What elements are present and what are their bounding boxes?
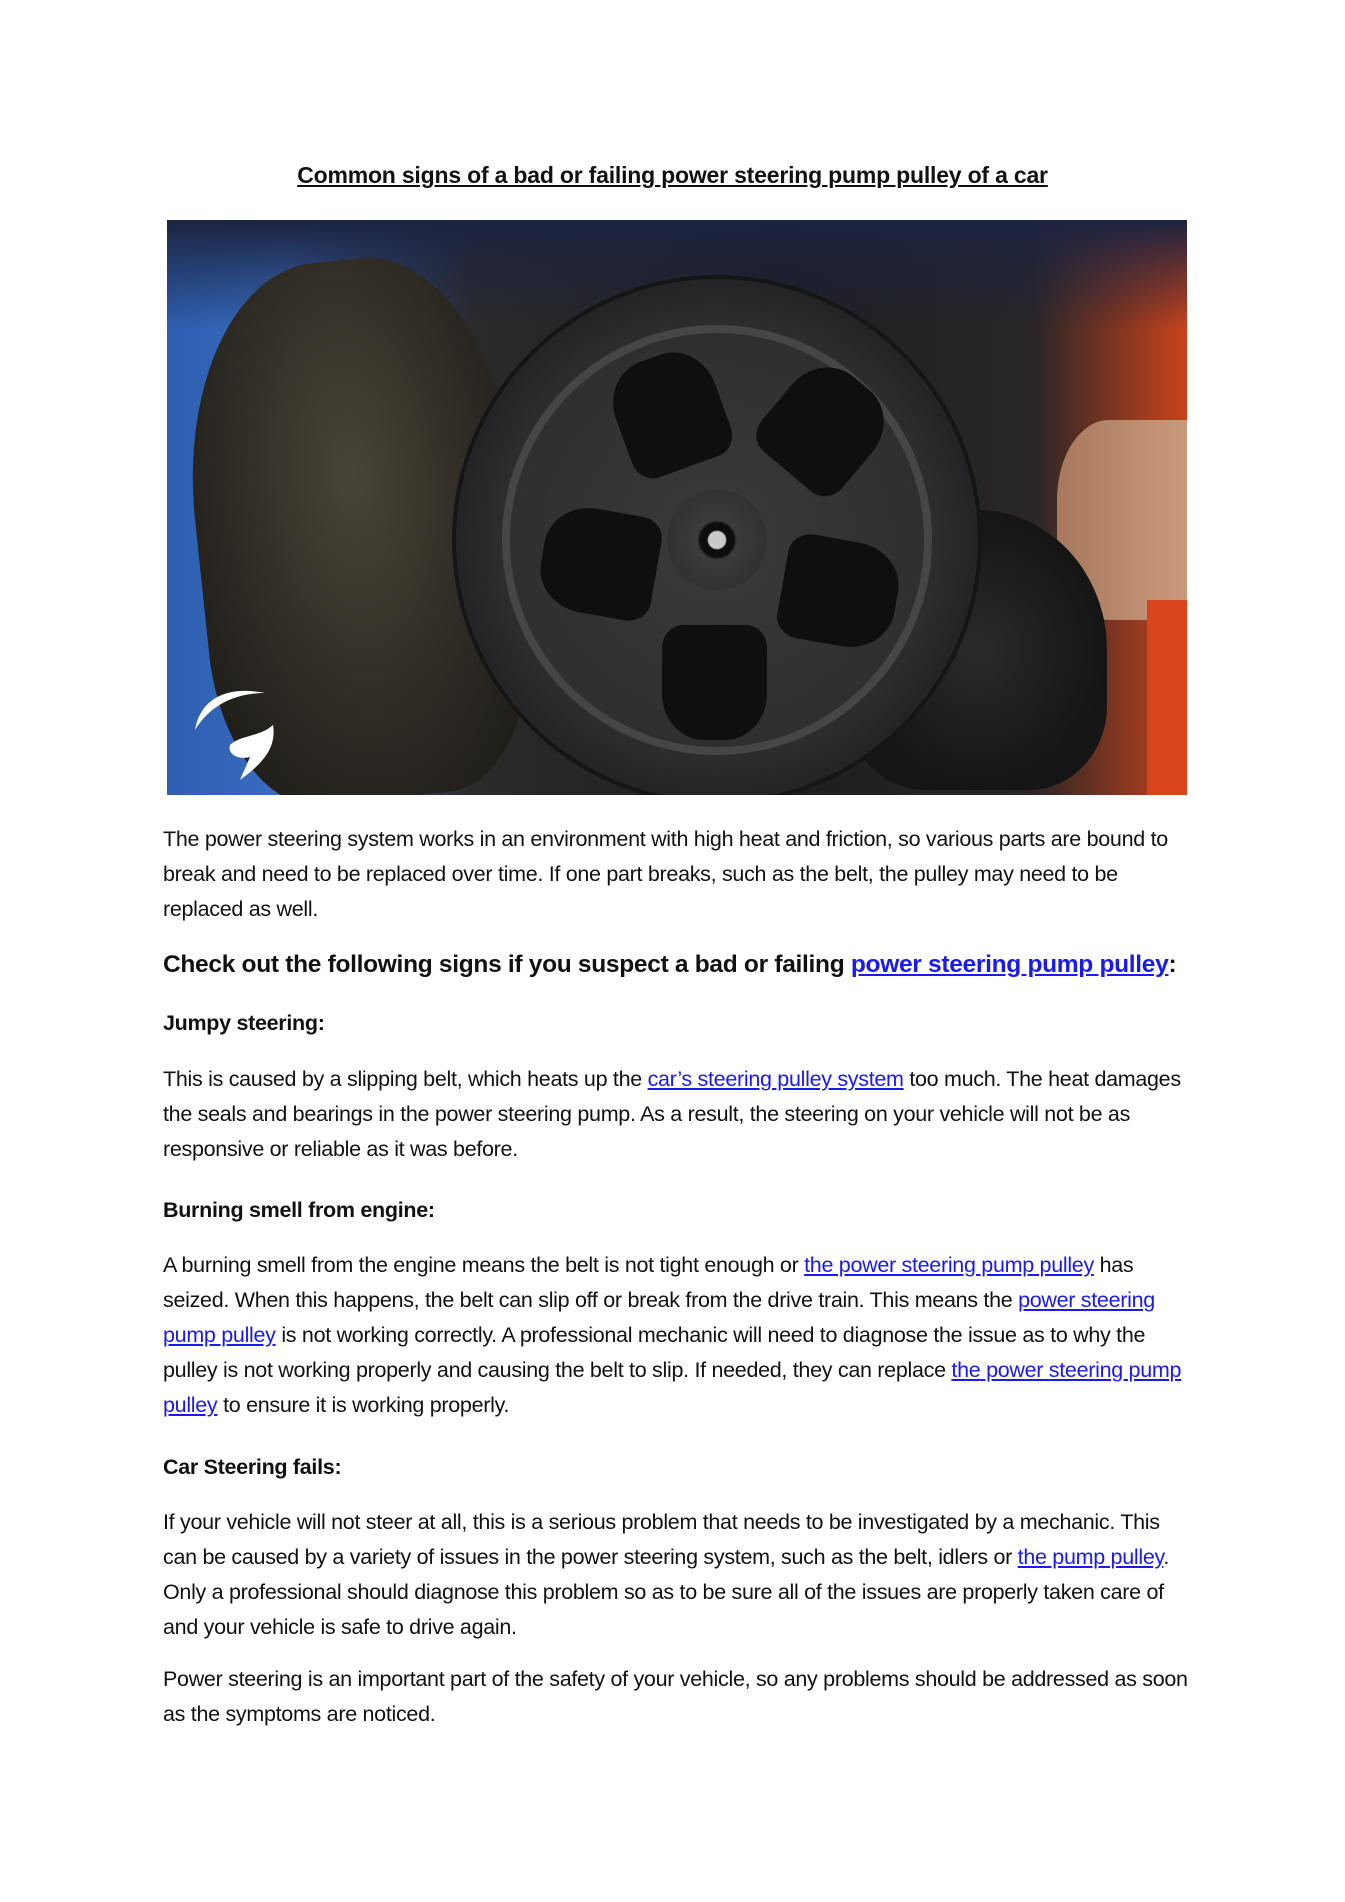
- signs-heading: Check out the following signs if you suspect a bad or failing power steering pump pulley:: [163, 951, 1177, 978]
- pulley-hub: [667, 490, 767, 590]
- conclusion-paragraph: Power steering is an important part of the safety of your vehicle, so any problems should be addressed as soon as the symptoms are noticed.: [163, 1667, 1188, 1726]
- intro-paragraph: The power steering system works in an environment with high heat and friction, so various parts are bound to break and need to be replaced over time. If one part breaks, such as the belt, the pulley may need to be replaced as well.: [163, 827, 1168, 921]
- section-heading-steering-fails: Car Steering fails:: [163, 1455, 342, 1479]
- pump-pulley-link[interactable]: power steering pump pulley: [850, 951, 1169, 978]
- hero-image: [167, 220, 1187, 795]
- brand-logo-icon: [185, 675, 275, 785]
- section-body-jumpy-steering: This is caused by a slipping belt, which heats up the car’s steering pulley system too much. The heat damages the seals and bearings in the power steering pump. As a result, the steering on your vehicle will not be as responsive or reliable as it was before.: [163, 1067, 1181, 1161]
- steering-pulley-system-link[interactable]: car’s steering pulley system: [647, 1067, 904, 1091]
- image-pulley: [452, 275, 982, 795]
- image-shirt-stripe: [1147, 600, 1187, 795]
- pump-pulley-link[interactable]: power steering pump pulley: [163, 1288, 1155, 1347]
- section-heading-burning-smell: Burning smell from engine:: [163, 1198, 435, 1222]
- pump-pulley-link[interactable]: the pump pulley: [1017, 1545, 1164, 1569]
- section-body-burning-smell: A burning smell from the engine means the belt is not tight enough or the power steering pump pulley has seized. When this happens, the belt can slip off or break from the drive train. This means the power steering pump pulley is not working correctly. A professional mechanic will need to diagnose the issue as to why the pulley is not working properly and causing the belt to slip. If needed, they can replace the power steering pump pulley to ensure it is working properly.: [163, 1253, 1182, 1417]
- pump-pulley-link[interactable]: the power steering pump pulley: [804, 1253, 1094, 1277]
- pump-pulley-link[interactable]: the power steering pump pulley: [163, 1358, 1182, 1417]
- pulley-spoke-gap: [662, 625, 767, 740]
- section-body-steering-fails: If your vehicle will not steer at all, this is a serious problem that needs to be investigated by a mechanic. This can be caused by a variety of issues in the power steering system, such as the belt, idlers or the pump pulley. Only a professional should diagnose this problem so as to be sure all of the issues are properly taken care of and your vehicle is safe to drive again.: [163, 1510, 1170, 1639]
- page-title: Common signs of a bad or failing power steering pump pulley of a car: [297, 162, 1048, 188]
- section-heading-jumpy-steering: Jumpy steering:: [163, 1011, 325, 1035]
